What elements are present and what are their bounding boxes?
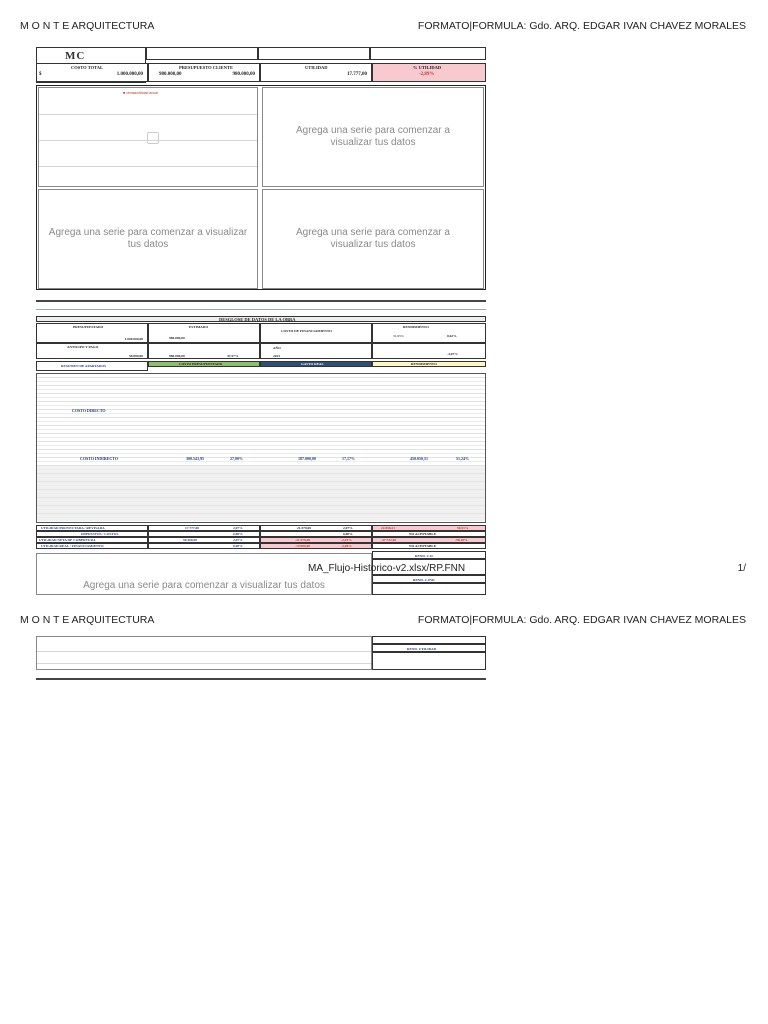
- costo-directo-label: COSTO DIRECTO: [72, 409, 106, 413]
- detail-row-line: [37, 385, 485, 386]
- ci-val-5: 51,24%: [456, 457, 469, 461]
- up-val-5: 50,51%: [457, 526, 469, 530]
- anticipo-b-value: 980.000,00: [169, 354, 185, 358]
- up-val-3: 2,07%: [343, 526, 353, 530]
- section-rend: [372, 361, 486, 367]
- uf-val-1: 2,07%: [233, 538, 243, 542]
- detail-row-line: [37, 473, 485, 474]
- ci-val-0: 300.543,95: [186, 457, 204, 461]
- anticipo-label: ANTICIPO Y PAGO: [67, 345, 99, 349]
- rendimiento-label: RENDIMIENTO: [403, 325, 429, 329]
- section-gasto-label: GASTO REAL: [301, 362, 324, 366]
- detail-row-line: [37, 413, 485, 414]
- presupuestado-box: [36, 323, 148, 343]
- detail-row-line: [37, 389, 485, 390]
- pct-utilidad-box: [372, 63, 486, 82]
- estimado-value: 980.000,00: [169, 336, 185, 340]
- detail-row-line: [37, 437, 485, 438]
- detail-row-line: [37, 417, 485, 418]
- chart-placeholder-icon: [147, 132, 159, 144]
- chart-3-placeholder: Agrega una serie para comenzar a visualizar tus datos: [48, 227, 248, 250]
- page-2-header: [20, 613, 746, 627]
- chart-2-placeholder: Agrega una serie para comenzar a visualizar tus datos: [296, 125, 450, 148]
- header-cell-c: [258, 47, 370, 60]
- cost-total-box: [36, 63, 148, 82]
- detail-row-line: [37, 401, 485, 402]
- presup-box: [148, 63, 260, 82]
- anticipo-b-box: [148, 343, 260, 359]
- chart-4-placeholder: Agrega una serie para comenzar a visualizar tus datos: [296, 227, 450, 250]
- breakdown-title: DESGLOSE DE DATOS DE LA OBRA: [219, 317, 296, 322]
- detail-row-line: [37, 501, 485, 502]
- chart-1: [38, 87, 258, 187]
- page-footer: [20, 563, 746, 577]
- p2-row-a: [372, 636, 486, 644]
- rend-util-header: [372, 644, 486, 652]
- rend-cind-label: REND. C.IND.: [413, 578, 436, 582]
- detail-row-line: [37, 489, 485, 490]
- utilidad-fin-label: UTILIDAD NETA DE COBERTURA: [39, 538, 96, 542]
- utilidad-box: [260, 63, 372, 82]
- no-aceptable-2: [372, 543, 486, 549]
- detail-row-line: [37, 445, 485, 446]
- impuestos-label: IMPUESTOS / COSTOS: [81, 532, 119, 536]
- utilidad-label: UTILIDAD: [305, 65, 328, 70]
- uf-val-5: -98,18%: [455, 538, 468, 542]
- rend-cind-body: [372, 583, 486, 595]
- up-val-4: 22.858,21: [381, 526, 395, 530]
- anticipo-box: [36, 343, 148, 359]
- page-header: [20, 19, 746, 33]
- section-gasto: [260, 361, 372, 367]
- ano-box: [260, 343, 372, 359]
- utilidad-proy-label: UTILIDAD PROYECTADA / REVISADA: [41, 526, 105, 530]
- costo-indirecto-row: [36, 457, 486, 461]
- detail-row-line: [37, 509, 485, 510]
- costo-directo-row: [36, 409, 486, 413]
- company-name: M O N T E ARQUITECTURA: [20, 20, 155, 32]
- detail-row-line: [37, 517, 485, 518]
- estimado-box: [148, 323, 260, 343]
- uf2-val-2: -2,00%: [341, 544, 352, 548]
- pct-utilidad-value: -2,89%: [419, 72, 435, 77]
- detail-row-line: [37, 453, 485, 454]
- utilidad-fin2-label: UTILIDAD REAL / FINANCIAMIENTO: [41, 544, 104, 548]
- anticipo-value: 50.000,00: [129, 354, 143, 358]
- rubros-label: RESUMEN DE APARTADOS: [61, 364, 107, 368]
- detail-row-line: [37, 493, 485, 494]
- chart-5-placeholder: Agrega una serie para comenzar a visualizar tus datos: [83, 580, 325, 591]
- rend-pct-3: -4,07%: [447, 352, 458, 356]
- detail-row-line: [37, 513, 485, 514]
- detail-row-line: [37, 461, 485, 462]
- utilidad-fin2-b: [260, 543, 372, 549]
- costo-fin-box: [260, 323, 372, 343]
- chart-2: [262, 87, 484, 187]
- header-cell-b: [146, 47, 258, 60]
- page-2-chart-tail: [36, 636, 372, 670]
- detail-row-line: [37, 477, 485, 478]
- section-presup-label: COSTO PRESUPUESTADO: [179, 362, 223, 366]
- formula-credit-2: FORMATO|FORMULA: Gdo. ARQ. EDGAR IVAN CHAVEZ MORALES: [417, 614, 746, 626]
- anticipo-pct: 47,57%: [227, 354, 239, 358]
- detail-row-line: [37, 425, 485, 426]
- formula-credit: FORMATO|FORMULA: Gdo. ARQ. EDGAR IVAN CHAVEZ MORALES: [417, 20, 746, 32]
- detail-row-line: [37, 405, 485, 406]
- utilidad-value: 17.777,00: [347, 72, 367, 77]
- detail-row-line: [37, 481, 485, 482]
- cost-total-value: 1.000.000,00: [116, 72, 143, 77]
- rend-b-box: [372, 343, 486, 359]
- estimado-label: ESTIMADO: [189, 325, 209, 329]
- ci-val-4: 450.050,51: [410, 457, 428, 461]
- currency-symbol: $: [39, 72, 42, 77]
- uf2-val-0: 0,00%: [233, 544, 243, 548]
- detail-row-line: [37, 377, 485, 378]
- detail-row-line: [37, 505, 485, 506]
- detail-row-line: [37, 469, 485, 470]
- ci-val-1: 27,00%: [230, 457, 243, 461]
- no-aceptable-label-1: NO ACEPTABLE: [409, 532, 437, 536]
- uf-val-3: -2,01%: [341, 538, 352, 542]
- utilidad-fin2-label-cell: [36, 543, 148, 549]
- chart-4: [262, 189, 484, 289]
- footer-page-number: 1/: [737, 563, 746, 574]
- ci-val-3: 17,17%: [342, 457, 355, 461]
- rend-pct-2: 0,62%: [447, 334, 457, 338]
- detail-row-line: [37, 381, 485, 382]
- rubros-header: [36, 361, 148, 371]
- utilidad-fin2-a: [148, 543, 260, 549]
- presup-label: PRESUPUESTO CLIENTE: [179, 65, 234, 70]
- imp-val-0: 0,00%: [233, 532, 243, 536]
- presupuestado-label: PRESUPUESTADO: [73, 325, 104, 329]
- detail-row-line: [37, 433, 485, 434]
- uf-val-2: -21.579,69: [295, 538, 311, 542]
- uf-val-0: 59.500,00: [183, 538, 197, 542]
- presupuestado-value: 1.000.000,00: [124, 337, 143, 341]
- up-val-2: 21.579,69: [297, 526, 311, 530]
- detail-row-line: [37, 465, 485, 466]
- rendimiento-box: [372, 323, 486, 343]
- detail-row-line: [37, 397, 485, 398]
- breakdown-title-bar: [36, 316, 486, 322]
- uf-val-4: -47.732,60: [381, 538, 397, 542]
- uf2-val-1: -19.000,00: [295, 544, 311, 548]
- spreadsheet-page-2: [36, 636, 486, 686]
- detail-row-line: [37, 497, 485, 498]
- company-name-2: M O N T E ARQUITECTURA: [20, 614, 155, 626]
- presup-value-b: 980.000,00: [232, 72, 255, 77]
- imp-val-1: 0,00%: [343, 532, 353, 536]
- rend-pct-1: 31,95%: [393, 334, 404, 338]
- rend-util-label: REND. UTILIDAD: [407, 647, 437, 651]
- no-aceptable-label-2: NO ACEPTABLE: [409, 544, 437, 548]
- ano-value: 2023: [273, 354, 280, 358]
- chart-legend-note: ■ ventas/utilidad anual: [123, 91, 158, 95]
- detail-row-line: [37, 421, 485, 422]
- up-val-1: 2,07%: [233, 526, 243, 530]
- up-val-0: 17.777,00: [185, 526, 199, 530]
- costo-fin-label: COSTO DE FINANCIAMIENTO: [281, 329, 332, 333]
- detail-row-line: [37, 429, 485, 430]
- pct-utilidad-label: % UTILIDAD: [413, 65, 442, 70]
- ano-label: AÑO: [273, 346, 281, 350]
- costo-indirecto-label: COSTO INDIRECTO: [80, 457, 118, 461]
- header-cell-d: [370, 47, 486, 60]
- rend-util-body: [372, 652, 486, 670]
- section-presup: [148, 361, 260, 367]
- detail-row-line: [37, 441, 485, 442]
- section-rend-label: RENDIMIENTO: [411, 362, 437, 366]
- presup-value-a: 980.000,00: [159, 72, 182, 77]
- logo: MC: [65, 50, 86, 62]
- footer-filename: MA_Flujo-Historico-v2.xlsx/RP.FNN: [308, 563, 466, 574]
- detail-row-line: [37, 393, 485, 394]
- ci-val-2: 187.000,00: [298, 457, 316, 461]
- detail-row-line: [37, 485, 485, 486]
- rend-cd-label: REND. C.D.: [415, 554, 434, 558]
- cost-total-label: COSTO TOTAL: [71, 65, 104, 70]
- chart-3: [38, 189, 258, 289]
- detail-row-line: [37, 449, 485, 450]
- rend-cd-header: [372, 551, 486, 559]
